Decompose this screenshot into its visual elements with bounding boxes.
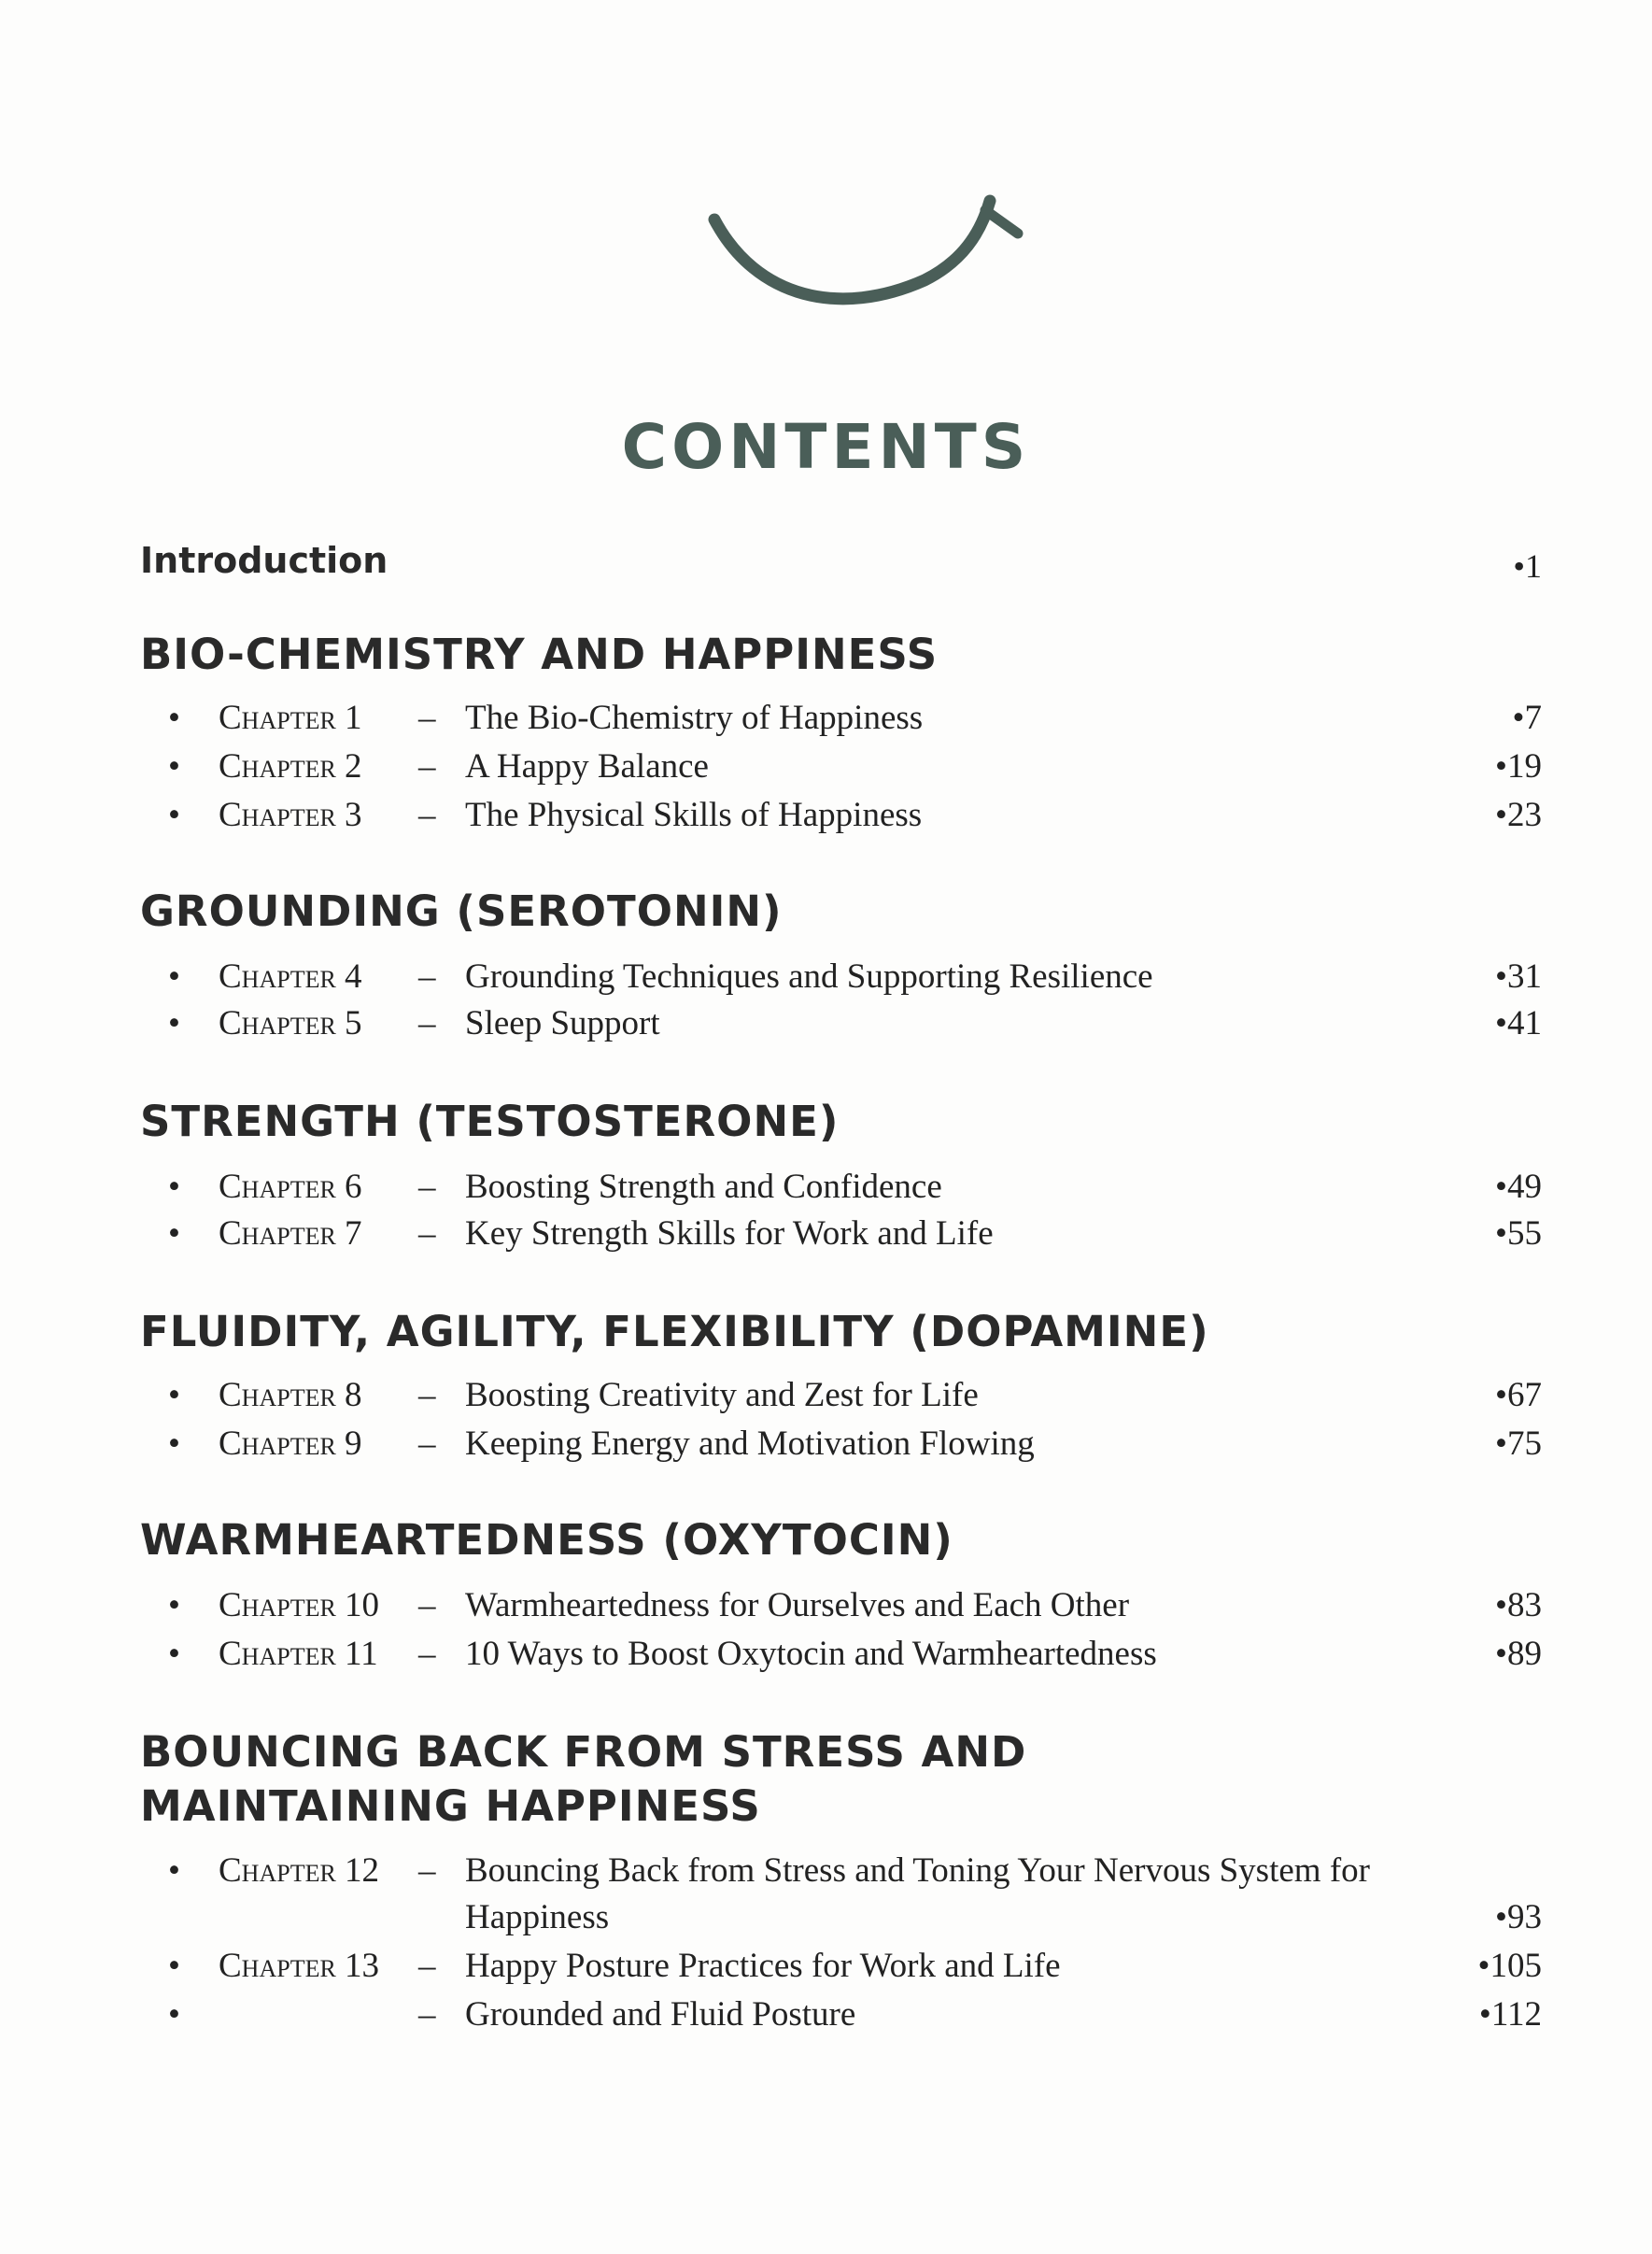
- toc-entry: [0, 1942, 1652, 1991]
- page-number: •23: [1495, 796, 1542, 834]
- chapter-label: Chapter 8: [219, 1376, 362, 1414]
- dash: –: [418, 1851, 436, 1890]
- bullet-icon: •: [168, 1004, 180, 1042]
- dash: –: [418, 699, 436, 737]
- chapter-title: Happy Posture Practices for Work and Life: [465, 1947, 1061, 1985]
- page-number: •49: [1495, 1168, 1542, 1206]
- chapter-title: The Bio-Chemistry of Happiness: [465, 699, 924, 737]
- section-heading: WARMHEARTEDNESS (OXYTOCIN): [140, 1515, 953, 1565]
- chapter-title: Sleep Support: [465, 1004, 660, 1042]
- dash: –: [418, 796, 436, 834]
- chapter-title: 10 Ways to Boost Oxytocin and Warmheartedness: [465, 1635, 1157, 1673]
- bullet-icon: •: [168, 1947, 180, 1985]
- chapter-title: Grounding Techniques and Supporting Resilience: [465, 957, 1153, 996]
- page-number: •67: [1495, 1376, 1542, 1414]
- bullet-icon: •: [168, 699, 180, 737]
- section-heading: BIO-CHEMISTRY AND HAPPINESS: [140, 630, 939, 679]
- chapter-label: Chapter 13: [219, 1947, 380, 1985]
- chapter-label: Chapter 1: [219, 699, 362, 737]
- toc-entry: [0, 743, 1652, 791]
- dash: –: [418, 1168, 436, 1206]
- bullet-icon: •: [168, 957, 180, 996]
- bullet-icon: •: [168, 1376, 180, 1414]
- smile-logo-icon: [700, 177, 1027, 318]
- bullet-icon: •: [168, 1586, 180, 1624]
- introduction-page: •1: [1513, 547, 1542, 585]
- page-number: •75: [1495, 1425, 1542, 1463]
- dash: –: [418, 1586, 436, 1624]
- dash: –: [418, 1425, 436, 1463]
- toc-entry: [0, 1581, 1652, 1630]
- toc-entry-continuation: [0, 1893, 1652, 1942]
- toc-entry: [0, 953, 1652, 1001]
- chapter-title: The Physical Skills of Happiness: [465, 796, 923, 834]
- page-number: •7: [1512, 699, 1542, 737]
- page-title: CONTENTS: [621, 411, 1031, 483]
- toc-entry: [0, 1630, 1652, 1679]
- bullet-icon: •: [168, 1995, 180, 2034]
- chapter-label: Chapter 6: [219, 1168, 362, 1206]
- dash: –: [418, 1376, 436, 1414]
- toc-entry: [0, 999, 1652, 1048]
- section-heading: FLUIDITY, AGILITY, FLEXIBILITY (DOPAMINE): [140, 1307, 1209, 1356]
- chapter-label: Chapter 9: [219, 1425, 362, 1463]
- dash: –: [418, 1995, 436, 2034]
- page-number: •112: [1478, 1995, 1542, 2034]
- chapter-title: Bouncing Back from Stress and Toning Your Nervous System for: [465, 1851, 1370, 1890]
- chapter-label: Chapter 12: [219, 1851, 380, 1890]
- chapter-title: Keeping Energy and Motivation Flowing: [465, 1425, 1035, 1463]
- chapter-title: Warmheartedness for Ourselves and Each Other: [465, 1586, 1130, 1624]
- page-number: •93: [1495, 1898, 1542, 1936]
- bullet-icon: •: [168, 1851, 180, 1890]
- toc-entry: [0, 1847, 1652, 1895]
- toc-entry: [0, 1991, 1652, 2039]
- toc-entry: [0, 694, 1652, 743]
- section-heading: STRENGTH (TESTOSTERONE): [140, 1097, 840, 1146]
- chapter-title-continued: Happiness: [465, 1898, 610, 1936]
- chapter-title: Key Strength Skills for Work and Life: [465, 1214, 994, 1253]
- dash: –: [418, 1947, 436, 1985]
- chapter-label: Chapter 5: [219, 1004, 362, 1042]
- introduction-entry: Introduction: [140, 540, 388, 581]
- bullet-icon: •: [168, 1635, 180, 1673]
- section-heading: BOUNCING BACK FROM STRESS AND MAINTAINING HAPPINESS: [140, 1727, 1027, 1831]
- toc-entry: [0, 1210, 1652, 1258]
- chapter-label: Chapter 10: [219, 1586, 380, 1624]
- bullet-icon: •: [168, 1214, 180, 1253]
- dash: –: [418, 747, 436, 786]
- toc-entry: [0, 1163, 1652, 1212]
- dash: –: [418, 1635, 436, 1673]
- chapter-label: Chapter 4: [219, 957, 362, 996]
- chapter-label: Chapter 11: [219, 1635, 378, 1673]
- page-number: •89: [1495, 1635, 1542, 1673]
- bullet-icon: •: [168, 1425, 180, 1463]
- chapter-label: Chapter 7: [219, 1214, 362, 1253]
- chapter-title: A Happy Balance: [465, 747, 709, 786]
- section-heading: GROUNDING (SEROTONIN): [140, 886, 783, 936]
- page-number: •55: [1495, 1214, 1542, 1253]
- bullet-icon: •: [168, 796, 180, 834]
- chapter-title: Grounded and Fluid Posture: [465, 1995, 856, 2034]
- toc-entry: [0, 791, 1652, 840]
- page-number: •83: [1495, 1586, 1542, 1624]
- chapter-title: Boosting Strength and Confidence: [465, 1168, 942, 1206]
- page-number: •31: [1495, 957, 1542, 996]
- chapter-label: Chapter 2: [219, 747, 362, 786]
- toc-entry: [0, 1420, 1652, 1468]
- dash: –: [418, 1004, 436, 1042]
- bullet-icon: •: [168, 1168, 180, 1206]
- dash: –: [418, 957, 436, 996]
- page-number: •19: [1495, 747, 1542, 786]
- page-number: •105: [1477, 1947, 1542, 1985]
- page-number: •41: [1495, 1004, 1542, 1042]
- dash: –: [418, 1214, 436, 1253]
- bullet-icon: •: [168, 747, 180, 786]
- chapter-title: Boosting Creativity and Zest for Life: [465, 1376, 979, 1414]
- chapter-label: Chapter 3: [219, 796, 362, 834]
- toc-entry: [0, 1371, 1652, 1420]
